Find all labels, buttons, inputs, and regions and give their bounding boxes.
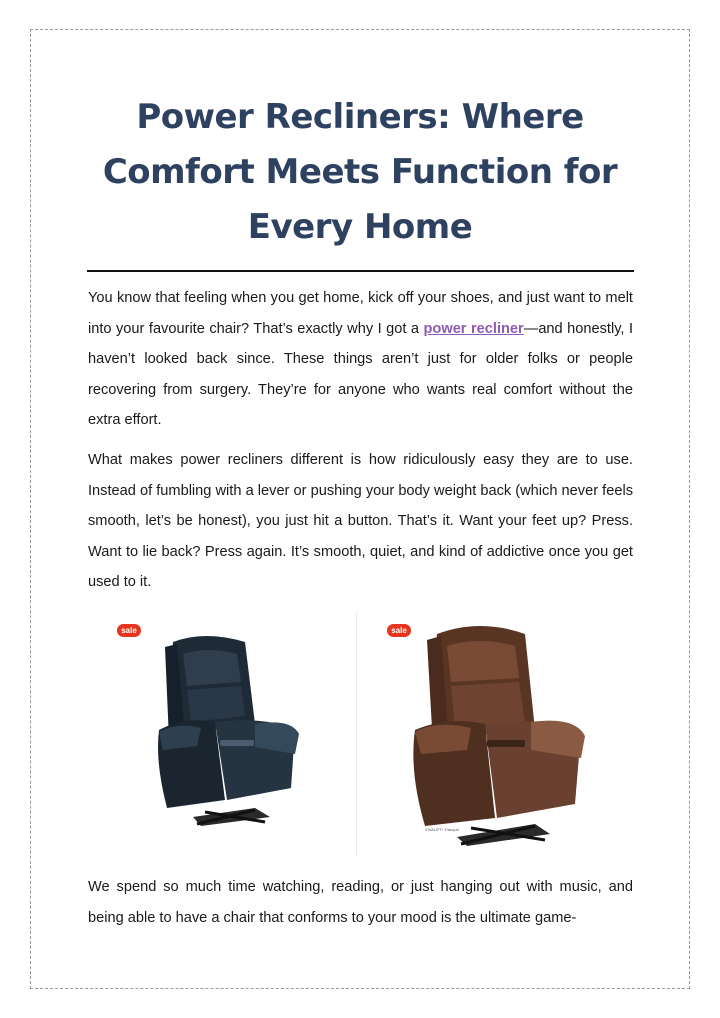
closing-paragraph: We spend so much time watching, reading, or just hanging out with music, and being able to have a chair that conforms to your mood is the ultimate game- — [88, 879, 633, 926]
sale-badge: sale — [387, 624, 411, 637]
image-divider — [356, 612, 357, 857]
usage-paragraph: What makes power recliners different is how ridiculously easy they are to use. Instead of fumbling with a lever or pushing your body weight back (which never feels smooth, let’s be honest), you just hit a button. That’s it. Want your feet up? Press. Want to lie back? Press again. It’s smooth, quiet, and kind of addictive once you get used to it. — [88, 452, 633, 591]
black-recliner-illustration — [105, 612, 355, 857]
title-divider — [87, 270, 634, 272]
intro-paragraph — [88, 283, 633, 436]
intro-text-end: —and honestly, I haven’t looked back since. These things aren’t just for older folks or people recovering from surgery. They’re for anyone who wants real comfort without the extra effort. — [88, 320, 634, 429]
sale-badge: sale — [117, 624, 141, 637]
brown-recliner-illustration — [375, 612, 625, 857]
product-image-black-recliner — [105, 612, 355, 857]
power-recliner-link[interactable]: power recliner — [423, 320, 524, 337]
intro-text-start: You know that feeling when you get home, kick off your shoes, and just want to melt into your favourite chair? That’s exactly why I got a — [88, 290, 633, 337]
page-title: Power Recliners: Where Comfort Meets Function for Every Home — [102, 97, 618, 247]
product-image-brown-recliner — [375, 612, 625, 857]
product-caption: VIVALIFT! Tranquil — [425, 827, 459, 832]
